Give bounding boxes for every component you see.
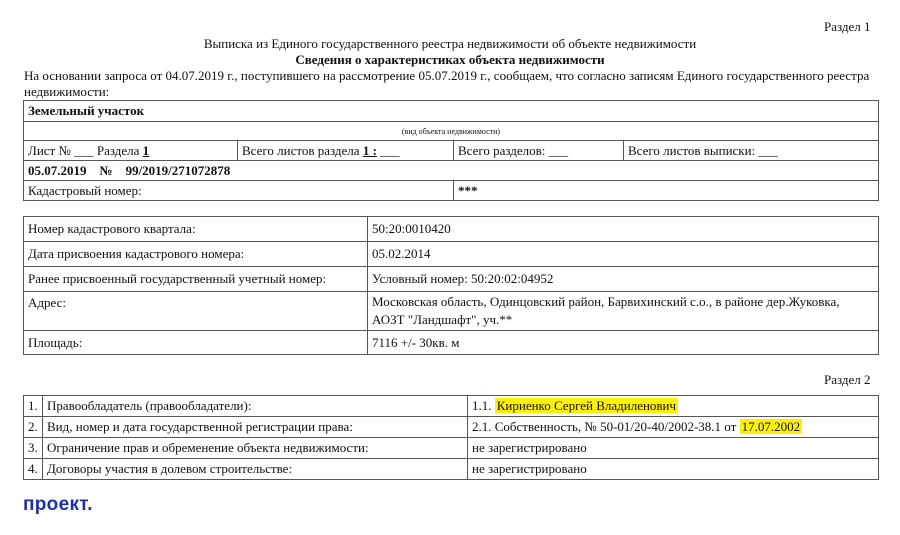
sheet-label: Лист № ___ Раздела	[28, 142, 140, 158]
rights-value: не зарегистрировано	[468, 459, 879, 480]
section-1-label: Раздел 1	[824, 19, 871, 34]
table-row	[24, 217, 879, 242]
row-number: 1.	[24, 396, 43, 417]
detail-value: 7116 +/- 30кв. м	[368, 331, 879, 355]
sheet-number-cell	[24, 141, 238, 161]
rights-value: не зарегистрировано	[468, 438, 879, 459]
detail-label: Номер кадастрового квартала:	[24, 217, 368, 242]
rights-value	[468, 396, 879, 417]
table-row	[24, 331, 879, 355]
table-row	[24, 459, 879, 480]
document-title: Выписка из Единого государственного реестра недвижимости об объекте недвижимости	[203, 36, 697, 51]
sheet-section-number: 1	[142, 142, 150, 158]
total-sheets-section-label: Всего листов раздела	[242, 142, 360, 158]
rights-label: Договоры участия в долевом строительстве:	[43, 459, 468, 480]
total-sheets-extract: Всего листов выписки: ___	[624, 141, 879, 161]
document-subtitle: Сведения о характеристиках объекта недвижимости	[295, 52, 605, 67]
total-sections: Всего разделов: ___	[454, 141, 624, 161]
object-kind: Земельный участок	[24, 101, 879, 122]
rights-label: Правообладатель (правообладатели):	[43, 396, 468, 417]
total-sheets-section-cell	[238, 141, 454, 161]
row-number: 4.	[24, 459, 43, 480]
table-row	[24, 292, 879, 331]
total-sheets-section-tail: ___	[380, 142, 400, 158]
registration-date: 17.07.2002	[741, 419, 801, 434]
extract-date-number: 05.07.2019 № 99/2019/271072878	[24, 161, 879, 181]
intro-paragraph: На основании запроса от 04.07.2019 г., поступившего на рассмотрение 05.07.2019 г., сообщаем, что согласно записям Единого государственного реестра недвижимости:	[24, 68, 870, 99]
sub-number: 2.1.	[472, 419, 492, 434]
table-row	[24, 267, 879, 292]
row-number: 2.	[24, 417, 43, 438]
rights-label: Вид, номер и дата государственной регистрации права:	[43, 417, 468, 438]
detail-label: Ранее присвоенный государственный учетный номер:	[24, 267, 368, 292]
detail-value: Московская область, Одинцовский район, Барвихинский с.о., в районе дер.Жуковка, АОЗТ "Ландшафт", уч.**	[368, 292, 879, 331]
object-details-table	[23, 216, 879, 355]
table-row	[24, 417, 879, 438]
brand-logo: проект.	[23, 494, 93, 515]
detail-value: 05.02.2014	[368, 242, 879, 267]
detail-label: Площадь:	[24, 331, 368, 355]
total-sheets-section-number: 1 :	[362, 142, 377, 158]
owner-name: Кириенко Сергей Владиленович	[496, 398, 677, 413]
rights-table	[23, 395, 879, 480]
object-kind-caption: (вид объекта недвижимости)	[24, 122, 879, 141]
cadastral-number-value: ***	[454, 181, 879, 201]
section-2-label: Раздел 2	[824, 372, 871, 387]
rights-label: Ограничение прав и обременение объекта недвижимости:	[43, 438, 468, 459]
detail-label: Адрес:	[24, 292, 368, 331]
detail-value: 50:20:0010420	[368, 217, 879, 242]
table-row	[24, 396, 879, 417]
detail-value: Условный номер: 50:20:02:04952	[368, 267, 879, 292]
row-number: 3.	[24, 438, 43, 459]
detail-label: Дата присвоения кадастрового номера:	[24, 242, 368, 267]
cadastral-number-label: Кадастровый номер:	[24, 181, 454, 201]
table-row	[24, 438, 879, 459]
table-row	[24, 242, 879, 267]
sub-number: 1.1.	[472, 398, 492, 413]
rights-value	[468, 417, 879, 438]
registration-text: Собственность, № 50-01/20-40/2002-38.1 от	[494, 419, 737, 434]
object-header-table	[23, 100, 879, 201]
